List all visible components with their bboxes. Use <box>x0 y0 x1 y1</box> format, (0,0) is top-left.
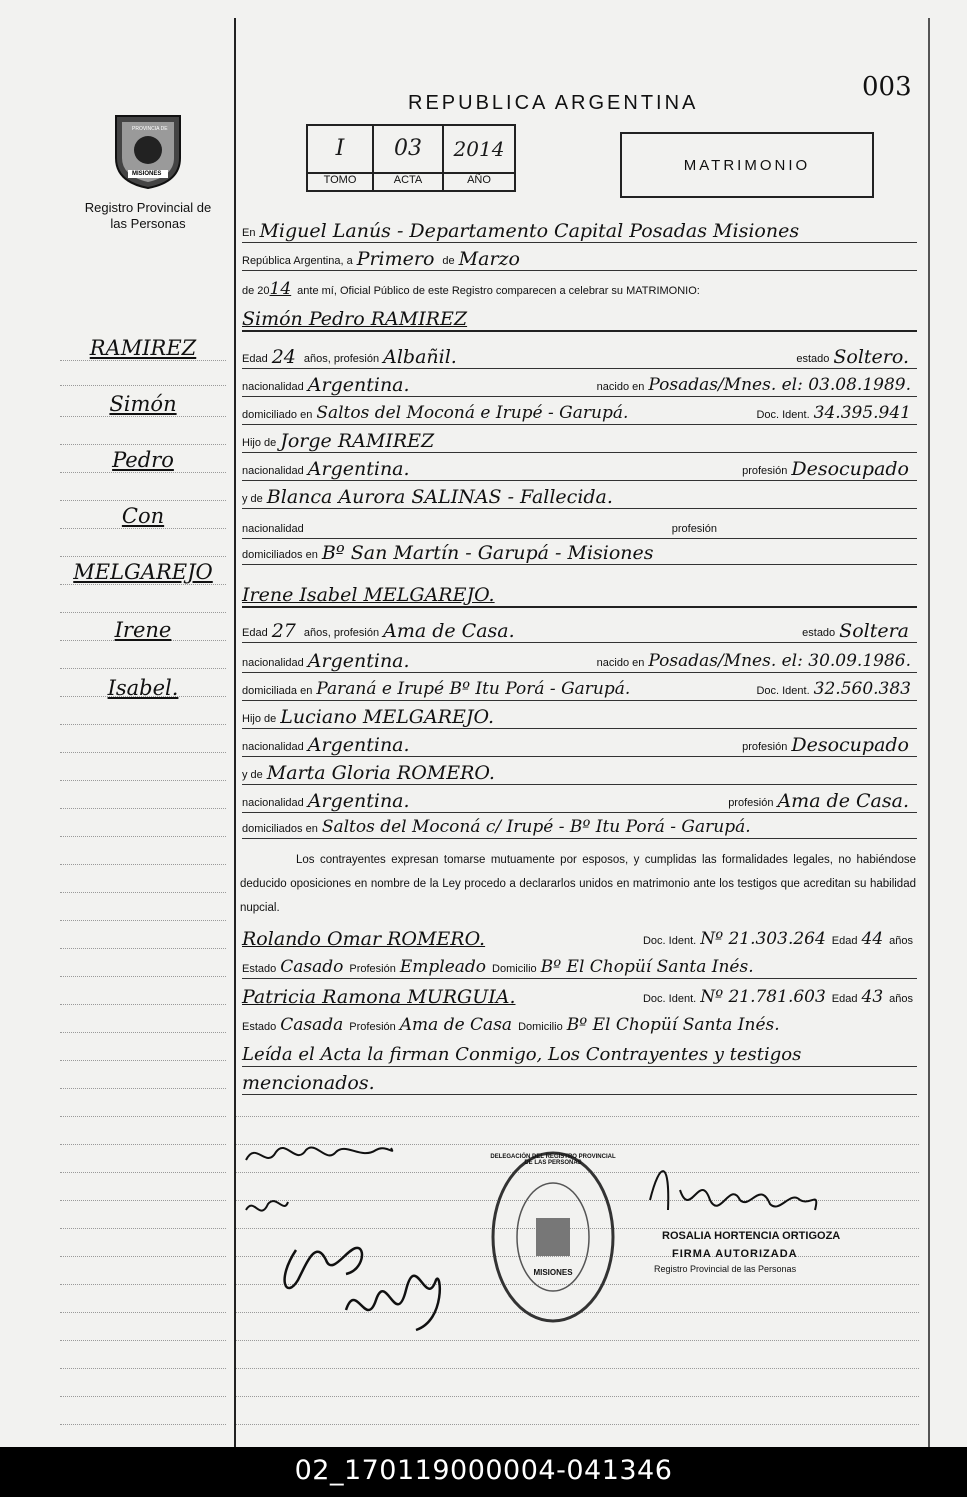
groom-age-line <box>242 338 917 369</box>
margin-line <box>60 892 226 893</box>
margin-line <box>60 472 226 473</box>
stamp-center-text: MISIONES <box>533 1268 573 1277</box>
margin-line <box>60 1424 226 1425</box>
bride-mother-prof: Ama de Casa. <box>777 790 909 812</box>
bride-full-name: Irene Isabel MELGAREJO. <box>242 584 495 606</box>
margin-line <box>60 1144 226 1145</box>
margin-line <box>60 612 226 613</box>
witness2-profession: Ama de Casa <box>399 1015 513 1035</box>
year-prefix: de 20 <box>242 285 270 297</box>
stamp-text: DELEGACIÓN DEL REGISTRO PROVINCIAL DE LAS PERSONAS <box>490 1154 616 1166</box>
nacido-label: nacido en <box>596 381 645 393</box>
groom-profession: Albañil. <box>383 346 457 368</box>
yde-label: y de <box>242 769 263 781</box>
groom-doc: 34.395.941 <box>813 403 911 423</box>
groom-father-prof: Desocupado <box>791 458 909 480</box>
margin-line <box>60 1200 226 1201</box>
bride-address: Paraná e Irupé Bº Itu Porá - Garupá. <box>316 679 631 699</box>
margin-line <box>60 836 226 837</box>
seal-text-top: PROVINCIA DE <box>132 126 168 132</box>
hijo-label: Hijo de <box>242 437 277 449</box>
margin-line <box>60 584 226 585</box>
mother-prof-label: profesión <box>728 797 774 809</box>
bride-father-nat-line <box>242 726 917 757</box>
bride-father-line <box>242 698 917 729</box>
groom-mother: Blanca Aurora SALINAS - Fallecida. <box>266 486 613 508</box>
groom-father-line <box>242 422 917 453</box>
day-value: Primero <box>356 248 435 270</box>
margin-line <box>60 752 226 753</box>
groom-full-name: Simón Pedro RAMIREZ <box>242 308 468 330</box>
anio-label: AÑO <box>467 174 491 186</box>
edad-label: Edad <box>242 627 268 639</box>
right-rule <box>928 18 930 1448</box>
groom-mother-line <box>242 478 917 509</box>
margin-name-surname: RAMIREZ <box>89 336 197 360</box>
domicilio-label: domiciliada en <box>242 685 313 697</box>
witness1-anos-label: años <box>889 935 913 947</box>
groom-address: Saltos del Moconá e Irupé - Garupá. <box>316 403 629 423</box>
republica-label: República Argentina, a <box>242 255 353 267</box>
official-name: ROSALIA HORTENCIA ORTIGOZA <box>662 1230 841 1242</box>
margin-name-second: Pedro <box>112 448 174 472</box>
margin-line <box>60 1368 226 1369</box>
groom-address-line <box>242 394 917 425</box>
groom-nationality-line <box>242 366 917 397</box>
nacionalidad-label: nacionalidad <box>242 657 304 669</box>
en-label: En <box>242 227 256 239</box>
tomo-value: I <box>308 126 374 172</box>
father-prof-label: profesión <box>742 741 788 753</box>
record-number-box <box>306 124 516 192</box>
groom-father-nat: Argentina. <box>307 458 410 480</box>
witness1-detail-line <box>242 948 917 979</box>
ruled-line <box>236 1116 919 1117</box>
bride-father-nat: Argentina. <box>307 734 410 756</box>
intro-place-line <box>242 212 917 243</box>
margin-line <box>60 528 226 529</box>
act-type: MATRIMONIO <box>683 156 811 174</box>
margin-line <box>60 808 226 809</box>
parents-dom-label: domiciliados en <box>242 549 318 561</box>
margin-line <box>60 1228 226 1229</box>
hijo-label: Hijo de <box>242 713 277 725</box>
signature-groom <box>246 1147 392 1160</box>
father-nat-label: nacionalidad <box>242 465 304 477</box>
acta-label: ACTA <box>374 174 444 190</box>
witness2-doc-label: Doc. Ident. <box>642 993 697 1005</box>
bride-address-line <box>242 670 917 701</box>
witness2-domicilio-label: Domicilio <box>518 1021 563 1033</box>
edad-label: Edad <box>242 353 268 365</box>
margin-line <box>60 1312 226 1313</box>
margin-line <box>60 1088 226 1089</box>
intro-date-line <box>242 240 917 271</box>
groom-name-line <box>242 300 917 332</box>
margin-line <box>60 1340 226 1341</box>
comparecen-text: ante mí, Oficial Público de este Registro comparecen a celebrar su MATRIMONIO: <box>297 285 700 297</box>
act-type-box <box>620 132 874 198</box>
nacido-label: nacido en <box>596 657 645 669</box>
margin-line <box>60 976 226 977</box>
witness2-doc: Nº 21.781.603 <box>700 987 826 1007</box>
groom-nationality: Argentina. <box>307 374 410 396</box>
bride-age-line <box>242 612 917 643</box>
margin-line <box>60 500 226 501</box>
margin-name-first: Simón <box>109 392 177 416</box>
signature-bride <box>246 1201 288 1211</box>
ruled-line <box>236 1396 919 1397</box>
official-stamp <box>488 1148 618 1326</box>
profesion-label: años, profesión <box>303 353 380 365</box>
place-value: Miguel Lanús - Departamento Capital Posadas Misiones <box>259 220 800 242</box>
closing-line-2 <box>242 1064 917 1095</box>
witness1-age: 44 <box>861 929 884 949</box>
margin-name-con: Con <box>121 504 165 528</box>
margin-line <box>60 1004 226 1005</box>
witness1-edad-label: Edad <box>831 935 858 947</box>
witness1-estado: Casado <box>280 957 344 977</box>
bride-age: 27 <box>271 620 296 642</box>
province-seal-logo <box>110 112 186 190</box>
bride-profession: Ama de Casa. <box>383 620 515 642</box>
closing-text-2: mencionados. <box>242 1072 375 1094</box>
doc-label: Doc. Ident. <box>756 409 810 421</box>
year-suffix: 14 <box>269 279 292 299</box>
witness1-line <box>242 920 917 950</box>
margin-line <box>60 668 226 669</box>
margin-name-bride-surname: MELGAREJO <box>73 560 213 584</box>
yde-label: y de <box>242 493 263 505</box>
margin-line <box>60 1060 226 1061</box>
estado-label: estado <box>802 627 836 639</box>
ruled-line <box>236 1424 919 1425</box>
groom-father-nat-line <box>242 450 917 481</box>
margin-line <box>60 780 226 781</box>
page-number: 003 <box>862 72 912 102</box>
witness2-name: Patricia Ramona MURGUIA. <box>242 986 516 1008</box>
seal-text-bottom: MISIONES <box>132 171 162 177</box>
witness2-line <box>242 978 917 1008</box>
margin-line <box>60 360 226 361</box>
witness1-name: Rolando Omar ROMERO. <box>242 928 486 950</box>
month-value: Marzo <box>458 248 520 270</box>
bride-mother: Marta Gloria ROMERO. <box>266 762 495 784</box>
bride-father: Luciano MELGAREJO. <box>280 706 494 728</box>
mother-nat-label: nacionalidad <box>242 523 304 535</box>
nacionalidad-label: nacionalidad <box>242 381 304 393</box>
witness2-profesion-label: Profesión <box>349 1021 396 1033</box>
margin-line <box>60 444 226 445</box>
bride-mother-line <box>242 754 917 785</box>
margin-line <box>60 1116 226 1117</box>
margin-name-bride-second: Isabel. <box>107 676 179 700</box>
father-prof-label: profesión <box>742 465 788 477</box>
tomo-label: TOMO <box>308 174 374 190</box>
mother-nat-label: nacionalidad <box>242 797 304 809</box>
mother-prof-label: profesión <box>671 523 717 535</box>
estado-label: estado <box>796 353 830 365</box>
margin-line <box>60 1396 226 1397</box>
witness2-estado-label: Estado <box>242 1021 277 1033</box>
registry-name: Registro Provincial de las Personas <box>84 200 212 231</box>
witness1-doc: Nº 21.303.264 <box>700 929 826 949</box>
parents-dom-label: domiciliados en <box>242 823 318 835</box>
margin-line <box>60 556 226 557</box>
country-title: REPUBLICA ARGENTINA <box>408 92 699 114</box>
margin-name-bride-first: Irene <box>114 618 172 642</box>
de-label: de <box>442 255 455 267</box>
profesion-label: años, profesión <box>303 627 380 639</box>
margin-line <box>60 1172 226 1173</box>
bride-nationality-line <box>242 642 917 673</box>
bride-nationality: Argentina. <box>307 650 410 672</box>
doc-label: Doc. Ident. <box>756 685 810 697</box>
bride-parents-address-line <box>242 808 917 839</box>
signature-witness-1 <box>285 1248 362 1288</box>
witness1-address: Bº El Chopüí Santa Inés. <box>540 957 754 977</box>
groom-parents-address: Bº San Martín - Garupá - Misiones <box>321 542 654 564</box>
witness1-doc-label: Doc. Ident. <box>642 935 697 947</box>
margin-line <box>60 948 226 949</box>
signatures-scribbles <box>236 1130 466 1370</box>
groom-birth: Posadas/Mnes. el: 03.08.1989. <box>648 375 911 395</box>
official-title: FIRMA AUTORIZADA <box>672 1248 798 1260</box>
groom-age: 24 <box>271 346 296 368</box>
groom-parents-address-line <box>242 534 917 565</box>
bride-name-line <box>242 576 917 608</box>
bride-estado: Soltera <box>839 620 909 642</box>
signature-witness-2 <box>346 1276 440 1330</box>
official-signature <box>640 1150 830 1230</box>
margin-line <box>60 385 226 386</box>
witness1-domicilio-label: Domicilio <box>492 963 537 975</box>
witness2-anos-label: años <box>889 993 913 1005</box>
closing-line-1 <box>242 1036 917 1067</box>
witness2-address: Bº El Chopüí Santa Inés. <box>566 1015 780 1035</box>
closing-text-1: Leída el Acta la firman Conmigo, Los Contrayentes y testigos <box>242 1044 802 1065</box>
intro-year-line <box>242 270 917 300</box>
anio-value: 2014 <box>453 137 505 161</box>
declaration-text: Los contrayentes expresan tomarse mutuamente por esposos, y cumplidas las formalidades legales, no habiéndose deducido oposiciones en nombre de la Ley procedo a declararlos unidos en matrimonio ante los testigos que acreditan su habilidad nupcial. <box>240 854 916 914</box>
bride-father-prof: Desocupado <box>791 734 909 756</box>
bride-birth: Posadas/Mnes. el: 30.09.1986. <box>648 651 911 671</box>
witness1-estado-label: Estado <box>242 963 277 975</box>
domicilio-label: domiciliado en <box>242 409 313 421</box>
official-office: Registro Provincial de las Personas <box>654 1264 797 1274</box>
bride-mother-nat: Argentina. <box>307 790 410 812</box>
witness2-edad-label: Edad <box>831 993 858 1005</box>
witness1-profesion-label: Profesión <box>349 963 396 975</box>
document-id-caption: 02_170119000004-041346 <box>0 1447 967 1497</box>
margin-line <box>60 1284 226 1285</box>
margin-line <box>60 920 226 921</box>
acta-value: 03 <box>374 126 444 172</box>
bride-doc: 32.560.383 <box>813 679 911 699</box>
father-nat-label: nacionalidad <box>242 741 304 753</box>
margin-line <box>60 1032 226 1033</box>
witness1-profession: Empleado <box>399 957 487 977</box>
witness2-age: 43 <box>861 987 884 1007</box>
margin-line <box>60 416 226 417</box>
witness2-estado: Casada <box>280 1015 344 1035</box>
groom-estado: Soltero. <box>833 346 909 368</box>
margin-line <box>60 864 226 865</box>
bride-parents-address: Saltos del Moconá c/ Irupé - Bº Itu Porá - Garupá. <box>321 817 751 837</box>
margin-line <box>60 1256 226 1257</box>
margin-line <box>60 724 226 725</box>
groom-father: Jorge RAMIREZ <box>280 430 435 452</box>
witness2-detail-line <box>242 1006 917 1036</box>
